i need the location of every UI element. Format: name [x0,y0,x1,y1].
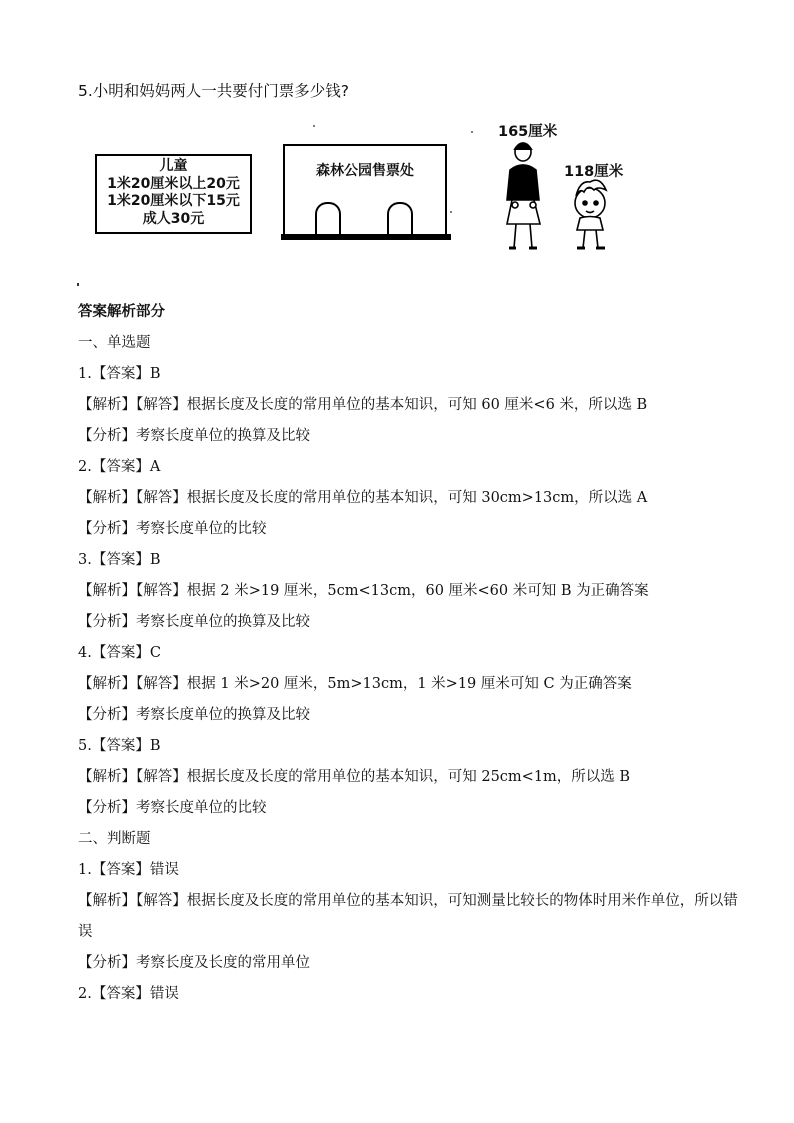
section-title: 一、单选题 [78,335,151,351]
answer-line: 【分析】考察长度单位的换算及比较 [78,707,310,723]
answer-line: 【解析】【解答】根据 2 米>19 厘米，5cm<13cm，60 厘米<60 米可知 B 为正确答案 [78,583,649,599]
price-sign-line: 1米20厘米以上20元 [107,175,240,192]
price-sign-line: 儿童 [159,158,188,174]
answer-line: 1.【答案】B [78,366,161,382]
mother-height-label: 165厘米 [498,124,558,140]
answer-line: 【分析】考察长度单位的比较 [78,800,267,816]
answer-line: 【分析】考察长度单位的换算及比较 [78,614,310,630]
child-height-label: 118厘米 [564,164,624,180]
answer-line: 3.【答案】B [78,552,161,568]
answer-line: 【分析】考察长度单位的换算及比较 [78,428,310,444]
answer-line: 【解析】【解答】根据长度及长度的常用单位的基本知识，可知 60 厘米<6 米，所以选 B [78,397,648,413]
answer-line: 1.【答案】错误 [78,862,179,878]
section-title: 二、判断题 [78,831,151,847]
answer-line: 2.【答案】A [78,459,161,475]
scan-marks [0,0,794,300]
answer-line: 4.【答案】C [78,645,161,661]
answer-line: 【解析】【解答】根据长度及长度的常用单位的基本知识，可知 25cm<1m，所以选 B [78,769,631,785]
answer-line: 【分析】考察长度及长度的常用单位 [78,955,310,971]
question-text: 5.小明和妈妈两人一共要付门票多少钱? [78,82,350,100]
answer-line: 【解析】【解答】根据长度及长度的常用单位的基本知识，可知 30cm>13cm，所以选 A [78,490,648,506]
answer-line: 【解析】【解答】根据长度及长度的常用单位的基本知识，可知测量比较长的物体时用米作单位，所以错误 [78,893,738,940]
answer-section [78,297,738,1010]
answer-line: 5.【答案】B [78,738,161,754]
answer-line: 2.【答案】错误 [78,986,179,1002]
price-sign-line: 1米20厘米以下15元 [107,193,240,209]
booth-title: 森林公园售票处 [316,163,414,179]
answers-heading: 答案解析部分 [78,304,165,320]
answer-line: 【解析】【解答】根据 1 米>20 厘米，5m>13cm，1 米>19 厘米可知 C 为正确答案 [78,676,632,692]
answer-line: 【分析】考察长度单位的比较 [78,521,267,537]
price-sign-line: 成人30元 [142,210,205,227]
